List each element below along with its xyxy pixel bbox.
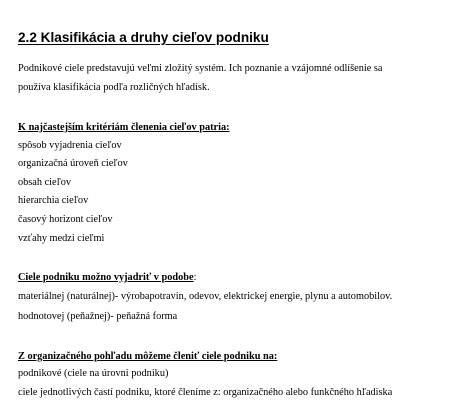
- criteria-item-1: spôsob vyjadrenia cieľov: [18, 140, 122, 151]
- criteria-item-4: hierarchia cieľov: [18, 195, 89, 206]
- criteria-item-2: organizačná úroveň cieľov: [18, 158, 128, 169]
- criteria-item-6: vzťahy medzi cieľmi: [18, 233, 105, 244]
- criteria-item-3: obsah cieľov: [18, 177, 72, 188]
- organizational-item-1: podnikové (ciele na úrovni podniku): [18, 368, 169, 379]
- intro-line-1: Podnikové ciele predstavujú veľmi zložitý systém. Ich poznanie a vzájomné odlíšenie sa: [18, 63, 383, 74]
- criteria-heading: K najčastejším kritériám členenia cieľov patria:: [18, 122, 230, 133]
- section-heading: 2.2 Klasifikácia a druhy cieľov podniku: [18, 30, 269, 45]
- organizational-item-2: ciele jednotlivých častí podniku, ktoré členíme z: organizačného alebo funkčného hľadiska: [18, 387, 393, 398]
- criteria-item-5: časový horizont cieľov: [18, 214, 113, 225]
- expression-heading-line: [18, 271, 196, 284]
- organizational-heading: Z organizačného pohľadu môžeme členiť ciele podniku na:: [18, 351, 278, 362]
- expression-item-1: materiálnej (naturálnej)- výrobapotravín, odevov, elektrickej energie, plynu a automobilov.: [18, 291, 393, 302]
- intro-line-2: používa klasifikácia podľa rozličných hľadísk.: [18, 82, 210, 93]
- expression-item-2: hodnotovej (peňažnej)- peňažná forma: [18, 311, 178, 322]
- expression-heading: Ciele podniku možno vyjadriť v podobe: [18, 272, 194, 283]
- expression-heading-suffix: :: [193, 272, 197, 283]
